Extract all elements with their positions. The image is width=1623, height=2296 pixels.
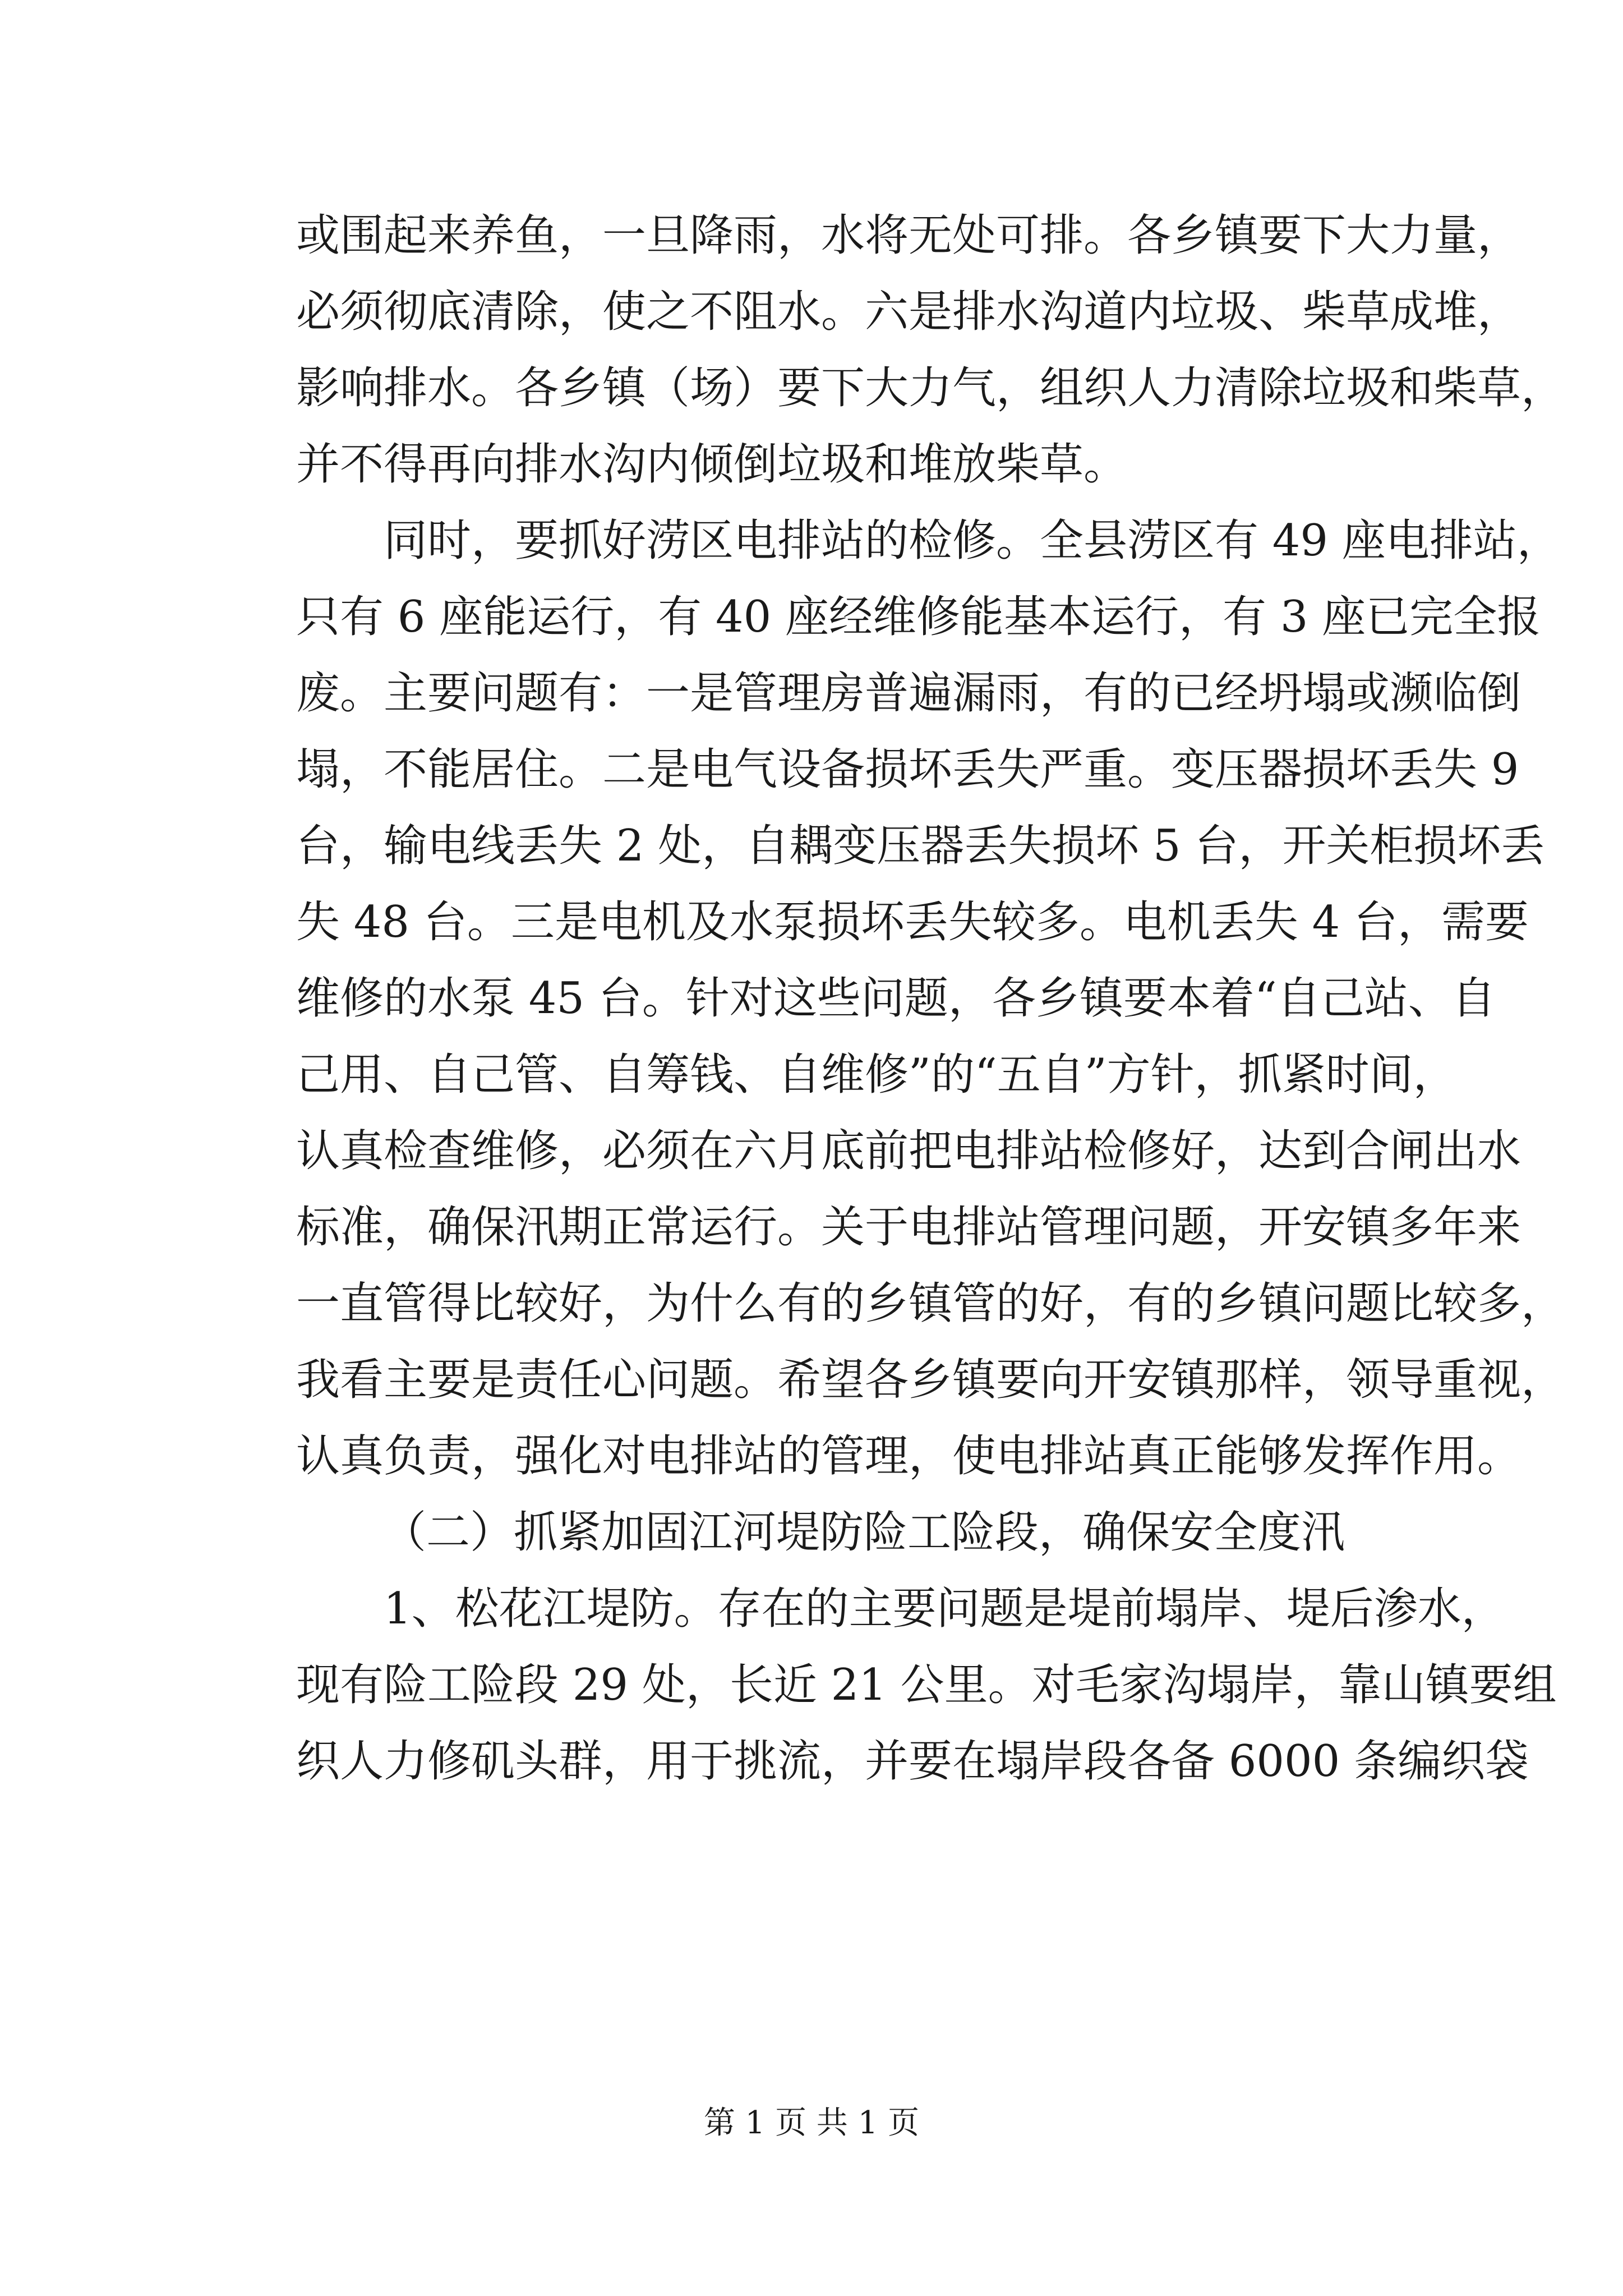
section-heading: （二）抓紧加固江河堤防险工险段，确保安全度汛 [317, 1507, 1345, 1558]
text-line: 或围起来养鱼，一旦降雨，水将无处可排。各乡镇要下大力量， [296, 210, 1521, 261]
text-line: 维修的水泵 45 台。针对这些问题，各乡镇要本着“自己站、自 [296, 973, 1496, 1024]
text-line: 认真检查维修，必须在六月底前把电排站检修好，达到合闸出水 [296, 1126, 1521, 1176]
text-line: 同时，要抓好涝区电排站的检修。全县涝区有 49 座电排站， [296, 516, 1561, 566]
text-line: 标准，确保汛期正常运行。关于电排站管理问题，开安镇多年来 [296, 1202, 1521, 1253]
text-line: 现有险工险段 29 处，长近 21 公里。对毛家沟塌岸，靠山镇要组 [296, 1660, 1557, 1710]
text-line: 认真负责，强化对电排站的管理，使电排站真正能够发挥作用。 [296, 1431, 1521, 1481]
text-line: 台，输电线丢失 2 处，自耦变压器丢失损坏 5 台，开关柜损坏丢 [296, 821, 1545, 871]
text-line: 废。主要问题有：一是管理房普遍漏雨，有的已经坍塌或濒临倒 [296, 668, 1521, 719]
text-line: 一直管得比较好，为什么有的乡镇管的好，有的乡镇问题比较多， [296, 1278, 1565, 1329]
page-footer: 第 1 页 共 1 页 [703, 2105, 920, 2141]
text-line: 影响排水。各乡镇（场）要下大力气，组织人力清除垃圾和柴草， [296, 363, 1565, 413]
text-line: 塌，不能居住。二是电气设备损坏丢失严重。变压器损坏丢失 9 [296, 744, 1519, 795]
text-line: 1、松花江堤防。存在的主要问题是堤前塌岸、堤后渗水， [296, 1584, 1505, 1634]
text-line: 并不得再向排水沟内倾倒垃圾和堆放柴草。 [296, 439, 1128, 490]
text-line: 失 48 台。三是电机及水泵损坏丢失较多。电机丢失 4 台，需要 [296, 897, 1529, 947]
text-line: 只有 6 座能运行，有 40 座经维修能基本运行，有 3 座已完全报 [296, 592, 1541, 642]
text-line: 己用、自己管、自筹钱、自维修”的“五自”方针，抓紧时间， [296, 1050, 1457, 1100]
text-line: 织人力修矶头群，用于挑流，并要在塌岸段各备 6000 条编织袋 [296, 1736, 1529, 1787]
text-line: 我看主要是责任心问题。希望各乡镇要向开安镇那样，领导重视， [296, 1355, 1565, 1405]
text-line: 必须彻底清除，使之不阻水。六是排水沟道内垃圾、柴草成堆， [296, 287, 1521, 337]
